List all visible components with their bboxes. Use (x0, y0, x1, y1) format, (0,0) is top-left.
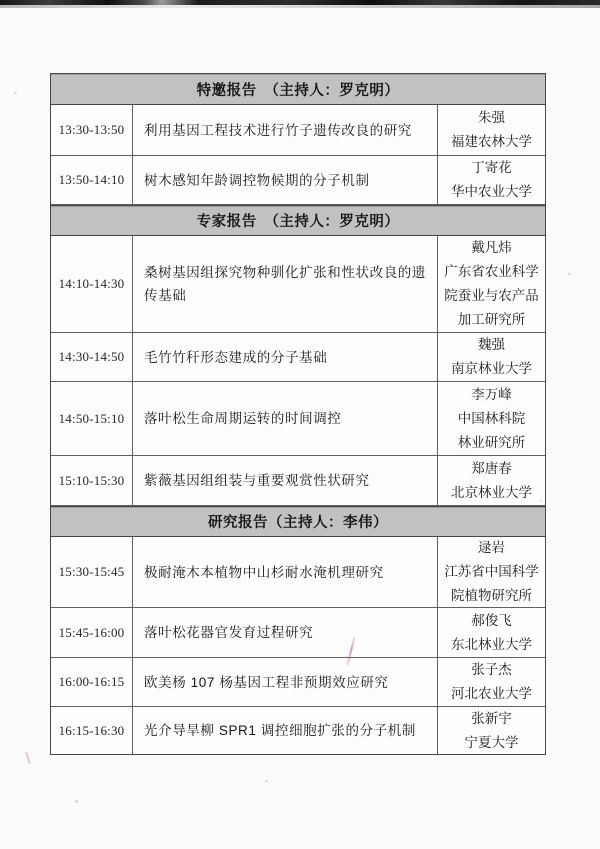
time-cell: 14:10-14:30 (51, 236, 133, 332)
paper-speck (540, 500, 542, 502)
speaker-affiliation-line: 福建农林大学 (451, 134, 532, 149)
paper-speck (265, 780, 268, 782)
speaker-affiliation-line: 广东省农业科学 (444, 264, 539, 279)
speaker-cell (438, 456, 545, 505)
time-cell: 16:00-16:15 (51, 658, 133, 706)
section-header-research-reports: 研究报告（主持人：李伟） (51, 506, 545, 537)
schedule-table (50, 73, 546, 755)
table-row (51, 456, 545, 506)
speaker-affiliation-line: 江苏省中国科学 (444, 564, 539, 579)
table-row (51, 382, 545, 456)
speaker-cell (438, 156, 545, 204)
speaker-cell (438, 382, 545, 455)
speaker-affiliation-line: 北京林业大学 (451, 484, 532, 500)
speaker-affiliation-line: 中国林科院 (457, 410, 526, 426)
table-row (51, 156, 545, 205)
speaker-name: 魏强 (478, 337, 505, 352)
time-cell: 14:30-14:50 (51, 333, 133, 381)
speaker-name: 张新宇 (471, 710, 512, 726)
time-cell: 15:30-15:45 (51, 537, 133, 607)
title-cell: 毛竹竹秆形态建成的分子基础 (133, 333, 438, 381)
table-row (51, 658, 545, 707)
table-row (51, 333, 545, 382)
title-cell: 桑树基因组探究物种驯化扩张和性状改良的遗传基础 (133, 236, 438, 332)
speaker-cell (438, 333, 545, 381)
table-row (51, 707, 545, 754)
title-cell: 落叶松花器官发育过程研究 (133, 608, 438, 657)
speaker-cell (438, 707, 545, 754)
time-cell: 14:50-15:10 (51, 382, 133, 455)
speaker-cell (438, 658, 545, 706)
speaker-affiliation-line: 加工研究所 (457, 312, 526, 327)
title-cell: 欧美杨 107 杨基因工程非预期效应研究 (133, 658, 438, 706)
speaker-name: 郝俊飞 (471, 612, 512, 628)
paper-speck (522, 90, 525, 93)
title-cell: 光介导旱柳 SPR1 调控细胞扩张的分子机制 (133, 707, 438, 754)
table-row (51, 105, 545, 156)
time-cell: 15:45-16:00 (51, 608, 133, 657)
speaker-affiliation-line: 东北林业大学 (451, 636, 532, 652)
speaker-affiliation-line: 南京林业大学 (451, 361, 532, 376)
speaker-affiliation-line: 华中农业大学 (451, 184, 532, 199)
pink-speck-mark (25, 752, 31, 764)
speaker-cell (438, 537, 545, 607)
title-cell: 落叶松生命周期运转的时间调控 (133, 382, 438, 455)
speaker-affiliation-line: 院植物研究所 (451, 588, 532, 603)
speaker-name: 丁寄花 (471, 160, 512, 175)
speaker-cell (438, 236, 545, 332)
title-cell: 利用基因工程技术进行竹子遗传改良的研究 (133, 105, 438, 155)
speaker-name: 张子杰 (471, 662, 512, 677)
scanner-edge-shadow (0, 5, 600, 8)
speaker-name: 朱强 (478, 110, 505, 125)
speaker-affiliation-line: 河北农业大学 (451, 686, 532, 701)
speaker-cell (438, 105, 545, 155)
paper-speck (75, 800, 78, 803)
table-row (51, 236, 545, 333)
time-cell: 16:15-16:30 (51, 707, 133, 754)
time-cell: 13:50-14:10 (51, 156, 133, 204)
paper-speck (14, 92, 17, 94)
speaker-affiliation-line: 林业研究所 (457, 434, 526, 450)
speaker-name: 逯岩 (478, 540, 505, 555)
title-cell: 树木感知年龄调控物候期的分子机制 (133, 156, 438, 204)
speaker-affiliation-line: 宁夏大学 (464, 734, 519, 750)
section-header-expert-reports: 专家报告 （主持人：罗克明） (51, 205, 545, 236)
title-cell: 紫薇基因组组装与重要观赏性状研究 (133, 456, 438, 505)
speaker-cell (438, 608, 545, 657)
speaker-name: 郑唐春 (471, 460, 512, 476)
speaker-name: 李万峰 (471, 386, 512, 402)
table-row (51, 608, 545, 658)
speaker-affiliation-line: 院蚕业与农产品 (444, 288, 539, 303)
speaker-name: 戴凡炜 (471, 240, 512, 255)
table-row (51, 537, 545, 608)
paper-speck (568, 273, 571, 275)
section-header-invited-reports: 特邀报告 （主持人：罗克明） (51, 74, 545, 105)
time-cell: 13:30-13:50 (51, 105, 133, 155)
time-cell: 15:10-15:30 (51, 456, 133, 505)
title-cell: 极耐淹木本植物中山杉耐水淹机理研究 (133, 537, 438, 607)
